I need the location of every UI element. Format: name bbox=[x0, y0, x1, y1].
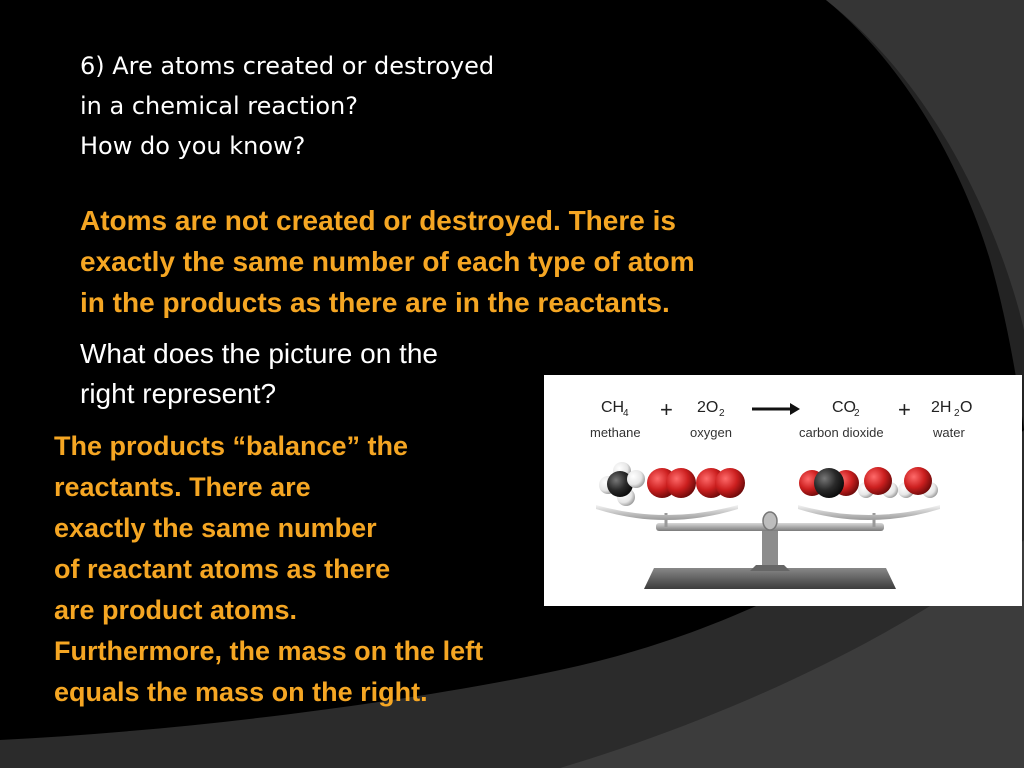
picture-question-line: What does the picture on the bbox=[80, 338, 438, 369]
plus-sign: + bbox=[660, 397, 673, 422]
question-text bbox=[80, 46, 494, 166]
question-line: in a chemical reaction? bbox=[80, 92, 358, 120]
left-pan bbox=[596, 505, 738, 520]
picture-answer-text bbox=[54, 426, 483, 713]
picture-answer-line: The products “balance” the bbox=[54, 431, 409, 461]
answer-line: Atoms are not created or destroyed. There is bbox=[80, 205, 676, 236]
balance-scale-figure bbox=[544, 375, 1022, 606]
answer-text bbox=[80, 200, 850, 323]
picture-answer-line: equals the mass on the right. bbox=[54, 677, 428, 707]
oxygen-molecule bbox=[647, 468, 696, 498]
water-formula-suffix: O bbox=[960, 399, 973, 416]
scale-pivot bbox=[763, 512, 777, 530]
water-formula-prefix: 2H bbox=[931, 399, 952, 416]
water-molecule bbox=[858, 467, 898, 498]
picture-answer-line: are product atoms. bbox=[54, 595, 298, 625]
picture-question-line: right represent? bbox=[80, 378, 277, 409]
methane-name: methane bbox=[590, 425, 641, 440]
water-label bbox=[931, 399, 972, 440]
right-pan bbox=[798, 505, 940, 520]
picture-answer-line: exactly the same number bbox=[54, 513, 377, 543]
methane-molecule bbox=[599, 462, 645, 506]
scale-base bbox=[644, 568, 896, 589]
carbon-dioxide-molecule bbox=[799, 468, 859, 498]
carbon-dioxide-label bbox=[799, 399, 884, 440]
oxygen-molecule bbox=[696, 468, 745, 498]
methane-label bbox=[590, 399, 641, 440]
reaction-arrow-icon bbox=[752, 403, 800, 415]
answer-line: exactly the same number of each type of atom bbox=[80, 246, 695, 277]
oxygen-subscript: 2 bbox=[719, 408, 725, 419]
oxygen-name: oxygen bbox=[690, 425, 732, 440]
scale-post bbox=[762, 527, 778, 569]
picture-answer-line: Furthermore, the mass on the left bbox=[54, 636, 484, 666]
picture-answer-line: reactants. There are bbox=[54, 472, 311, 502]
question-line: 6) Are atoms created or destroyed bbox=[80, 52, 495, 80]
methane-formula: CH bbox=[601, 399, 625, 416]
water-subscript: 2 bbox=[954, 408, 960, 419]
carbon-dioxide-name: carbon dioxide bbox=[799, 425, 884, 440]
question-line: How do you know? bbox=[80, 132, 306, 160]
carbon-dioxide-subscript: 2 bbox=[854, 408, 860, 419]
carbon-dioxide-formula: CO bbox=[832, 399, 856, 416]
water-name: water bbox=[933, 425, 965, 440]
picture-answer-line: of reactant atoms as there bbox=[54, 554, 391, 584]
oxygen-formula: 2O bbox=[697, 399, 719, 416]
water-molecule bbox=[898, 467, 938, 498]
picture-question-text bbox=[80, 334, 438, 414]
oxygen-label bbox=[690, 399, 732, 440]
methane-subscript: 4 bbox=[623, 408, 629, 419]
plus-sign: + bbox=[898, 397, 911, 422]
answer-line: in the products as there are in the reactants. bbox=[80, 287, 670, 318]
